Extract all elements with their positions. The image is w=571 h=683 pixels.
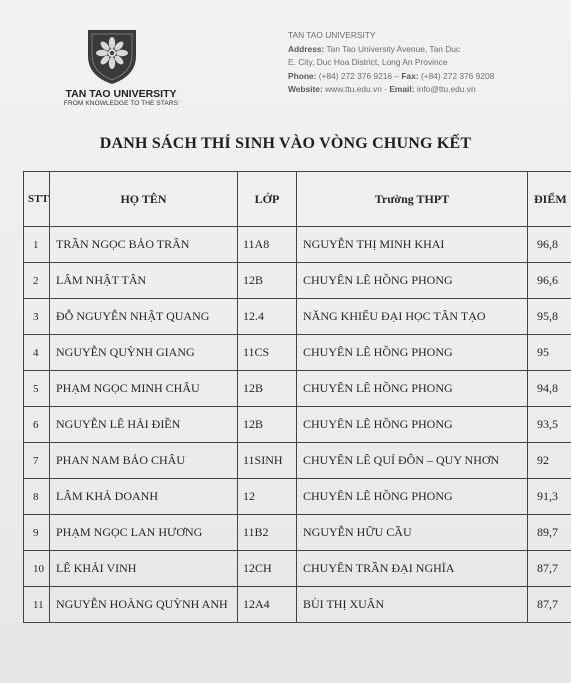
row-school: CHUYÊN LÊ QUÍ ĐÔN – QUY NHƠN — [297, 443, 528, 479]
table-row — [24, 443, 571, 479]
row-stt: 9 — [24, 515, 50, 551]
row-stt: 3 — [24, 299, 50, 335]
row-class: 12B — [238, 407, 297, 443]
contact-phone-fax: Phone: (+84) 272 376 9216 – Fax: (+84) 272 376 9208 — [288, 70, 495, 81]
row-stt: 5 — [24, 371, 50, 407]
row-school: CHUYÊN LÊ HỒNG PHONG — [297, 263, 528, 299]
row-class: 12.4 — [238, 299, 297, 335]
row-stt: 7 — [24, 443, 50, 479]
row-score: 91,3 — [528, 479, 571, 515]
row-school: CHUYÊN LÊ HỒNG PHONG — [297, 407, 528, 443]
row-score: 87,7 — [528, 587, 571, 623]
table-row — [24, 479, 571, 515]
website-link[interactable]: www.ttu.edu.vn — [325, 84, 382, 94]
table-row — [24, 335, 571, 371]
table-header-row — [24, 172, 571, 227]
university-name: TAN TAO UNIVERSITY — [65, 88, 177, 100]
row-stt: 11 — [24, 587, 50, 623]
row-score: 95 — [528, 335, 571, 371]
row-name: NGUYỄN HOÀNG QUỲNH ANH — [50, 587, 238, 623]
table-row — [24, 299, 571, 335]
row-stt: 1 — [24, 227, 50, 263]
row-class: 11CS — [238, 335, 297, 371]
university-slogan: FROM KNOWLEDGE TO THE STARS — [63, 100, 179, 107]
row-name: PHAN NAM BẢO CHÂU — [50, 443, 238, 479]
row-score: 94,8 — [528, 371, 571, 407]
row-name: LÂM KHẢ DOANH — [50, 479, 238, 515]
university-logo-icon — [84, 26, 140, 86]
row-score: 93,5 — [528, 407, 571, 443]
table-row — [24, 371, 571, 407]
row-class: 12A4 — [238, 587, 297, 623]
row-stt: 2 — [24, 263, 50, 299]
table-row — [24, 407, 571, 443]
row-school: NGUYỄN HỮU CẦU — [297, 515, 528, 551]
column-header-score: ĐIỂM — [528, 172, 571, 227]
row-name: ĐỖ NGUYỄN NHẬT QUANG — [50, 299, 238, 335]
row-stt: 4 — [24, 335, 50, 371]
table-row — [24, 263, 571, 299]
row-school: BÙI THỊ XUÂN — [297, 587, 528, 623]
row-name: NGUYỄN LÊ HẢI ĐIỀN — [50, 407, 238, 443]
contact-block — [288, 29, 568, 97]
row-name: LÂM NHẬT TÂN — [50, 263, 238, 299]
row-score: 89,7 — [528, 515, 571, 551]
row-score: 96,6 — [528, 263, 571, 299]
row-stt: 8 — [24, 479, 50, 515]
row-class: 12CH — [238, 551, 297, 587]
table-row — [24, 227, 571, 263]
row-class: 12 — [238, 479, 297, 515]
row-class: 12B — [238, 371, 297, 407]
column-header-school: Trường THPT — [297, 172, 528, 227]
row-score: 95,8 — [528, 299, 571, 335]
row-score: 92 — [528, 443, 571, 479]
row-class: 11A8 — [238, 227, 297, 263]
row-school: NGUYỄN THỊ MINH KHAI — [297, 227, 528, 263]
contact-name: TAN TAO UNIVERSITY — [288, 30, 376, 40]
row-name: PHẠM NGỌC MINH CHÂU — [50, 371, 238, 407]
row-class: 11B2 — [238, 515, 297, 551]
table-row — [24, 515, 571, 551]
row-name: LÊ KHẢI VINH — [50, 551, 238, 587]
column-header-class: LỚP — [238, 172, 297, 227]
table-row — [24, 551, 571, 587]
row-score: 96,8 — [528, 227, 571, 263]
row-school: CHUYÊN LÊ HỒNG PHONG — [297, 479, 528, 515]
contact-web-email: Website: www.ttu.edu.vn - Email: info@ttu.edu.vn — [288, 84, 476, 94]
row-name: TRẦN NGỌC BẢO TRÂN — [50, 227, 238, 263]
document-title: DANH SÁCH THÍ SINH VÀO VÒNG CHUNG KẾT — [99, 135, 472, 152]
column-header-stt: STT — [24, 172, 50, 227]
column-header-name: HỌ TÊN — [50, 172, 238, 227]
contact-address-line2: E. City, Duc Hoa District, Long An Province — [288, 57, 448, 67]
row-stt: 10 — [24, 551, 50, 587]
finalists-table — [23, 171, 571, 623]
row-school: NĂNG KHIẾU ĐẠI HỌC TÂN TẠO — [297, 299, 528, 335]
row-class: 12B — [238, 263, 297, 299]
row-name: PHẠM NGỌC LAN HƯƠNG — [50, 515, 238, 551]
row-class: 11SINH — [238, 443, 297, 479]
row-school: CHUYÊN LÊ HỒNG PHONG — [297, 335, 528, 371]
email-link[interactable]: info@ttu.edu.vn — [416, 84, 476, 94]
contact-address-line1: Address: Tan Tao University Avenue, Tan Duc — [288, 43, 461, 54]
row-score: 87,7 — [528, 551, 571, 587]
row-name: NGUYỄN QUỲNH GIANG — [50, 335, 238, 371]
row-stt: 6 — [24, 407, 50, 443]
table-row — [24, 587, 571, 623]
row-school: CHUYÊN LÊ HỒNG PHONG — [297, 371, 528, 407]
row-school: CHUYÊN TRẦN ĐẠI NGHĨA — [297, 551, 528, 587]
